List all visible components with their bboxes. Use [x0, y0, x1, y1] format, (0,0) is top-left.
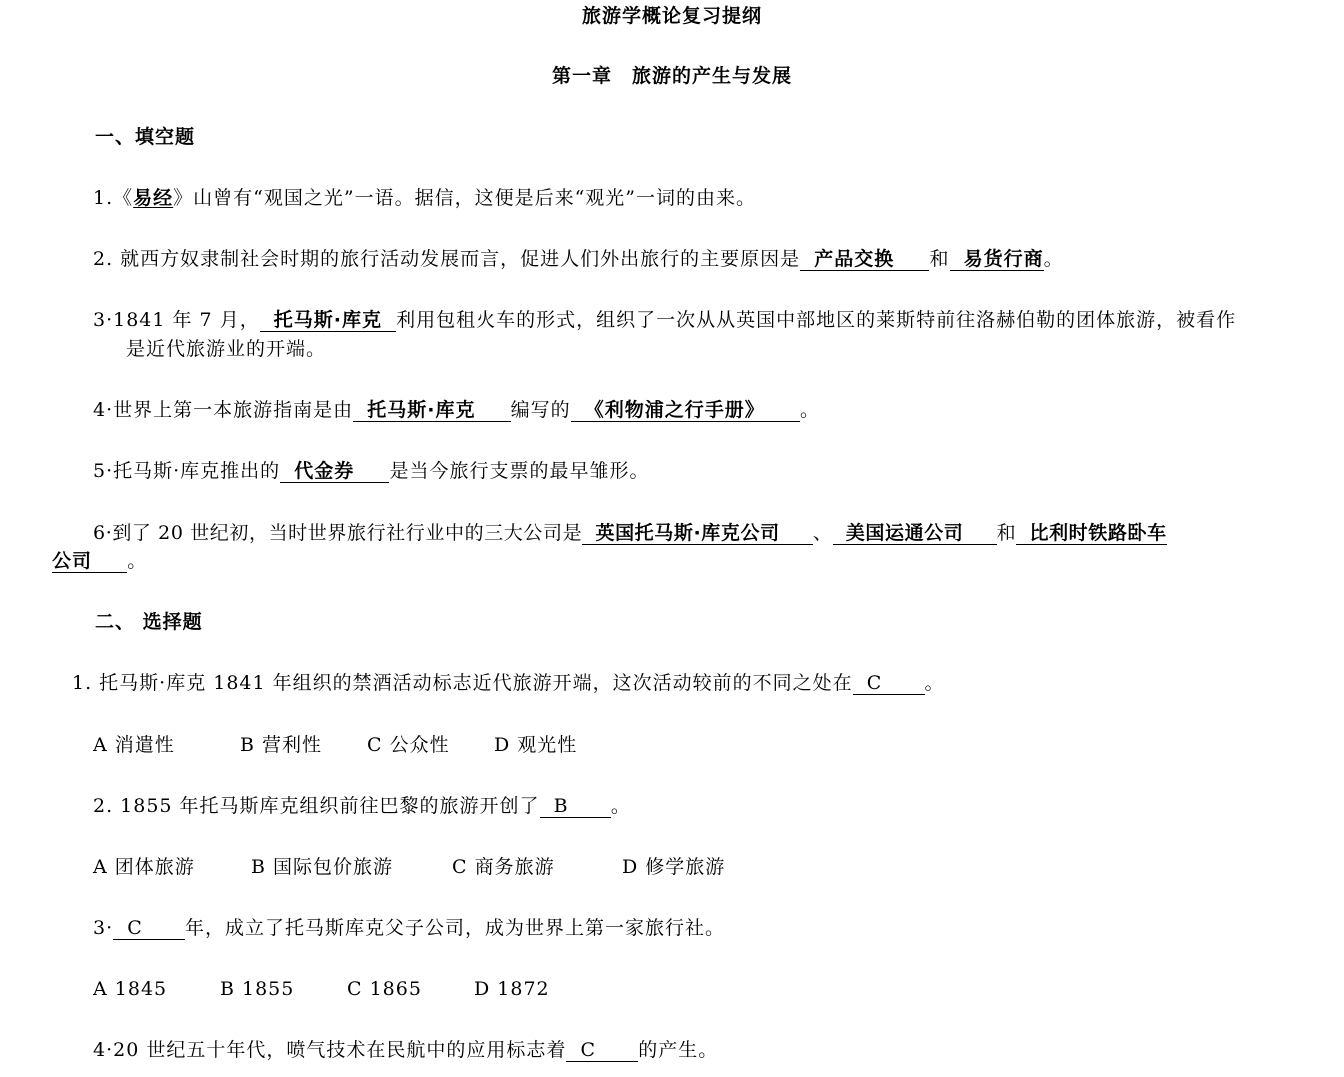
question-text: 1. 托马斯·库克 1841 年组织的禁酒活动标志近代旅游开端，这次活动较前的不同之处在 — [72, 672, 853, 694]
answer-text: C — [127, 917, 143, 939]
answer-text: 美国运通公司 — [845, 522, 964, 544]
option-a: A 1845 — [93, 978, 168, 1000]
answer-text: 《利物浦之行手册》 — [584, 399, 765, 421]
question-text: 。 — [1043, 248, 1064, 270]
option-d: D 观光性 — [494, 734, 578, 756]
option-c: C 公众性 — [367, 734, 450, 756]
answer-text: C — [580, 1039, 596, 1061]
question-text: 2. 就西方奴隶制社会时期的旅行活动发展而言，促进人们外出旅行的主要原因是 — [93, 248, 801, 270]
option-a: A 团体旅游 — [93, 856, 195, 878]
question-text: 2. 1855 年托马斯库克组织前往巴黎的旅游开创了 — [93, 795, 540, 817]
fill-question-1 — [93, 184, 756, 212]
answer-blank — [571, 399, 800, 422]
choice-options-2 — [93, 853, 725, 881]
answer-text: B — [553, 795, 569, 817]
question-text: 编写的 — [510, 399, 571, 421]
answer-blank — [853, 672, 925, 695]
question-text: 3·1841 年 7 月， — [93, 309, 260, 331]
choice-question-2 — [93, 792, 631, 820]
answer-text: 产品交换 — [814, 248, 895, 270]
answer-blank — [260, 309, 396, 332]
question-text: 3· — [93, 917, 114, 939]
answer-text: C — [866, 672, 883, 694]
answer-blank — [582, 522, 813, 545]
choice-question-3 — [93, 914, 725, 942]
answer-text: 代金券 — [294, 460, 355, 482]
section-heading-multiple-choice: 二、 选择题 — [95, 611, 203, 633]
question-text: 6·到了 20 世纪初，当时世界旅行社行业中的三大公司是 — [93, 522, 583, 544]
answer-blank — [540, 795, 611, 818]
question-text: 。 — [610, 795, 631, 817]
question-text: 。 — [924, 672, 945, 694]
option-a: A 消遣性 — [93, 734, 175, 756]
question-text: 、 — [812, 522, 833, 544]
answer-text: 公司 — [52, 550, 93, 572]
question-text: 的产生。 — [638, 1039, 719, 1061]
fill-question-2 — [93, 245, 1064, 273]
fill-question-6 — [93, 519, 1167, 547]
question-text: 》山曾有“观国之光”一语。据信，这便是后来“观光”一词的由来。 — [173, 187, 757, 209]
answer-text: 托马斯·库克 — [367, 399, 476, 421]
option-d: D 修学旅游 — [622, 856, 726, 878]
option-d: D 1872 — [474, 978, 550, 1000]
question-text: 5·托马斯·库克推出的 — [93, 460, 281, 482]
answer-blank — [950, 248, 1044, 271]
chapter-title: 第一章 旅游的产生与发展 — [551, 65, 792, 87]
fill-question-4 — [93, 396, 820, 424]
fill-question-5 — [93, 457, 650, 485]
answer-blank — [353, 399, 511, 422]
question-text: 是当今旅行支票的最早雏形。 — [389, 460, 650, 482]
question-text: 。 — [799, 399, 820, 421]
fill-question-6-continued — [52, 547, 147, 575]
answer-text: 英国托马斯·库克公司 — [595, 522, 780, 544]
option-c: C 商务旅游 — [452, 856, 555, 878]
answer-text: 易货行商 — [963, 248, 1044, 270]
option-b: B 营利性 — [240, 734, 323, 756]
fill-question-3 — [93, 306, 1236, 334]
question-text: 1.《 — [93, 187, 134, 209]
fill-question-3-continued: 是近代旅游业的开端。 — [126, 338, 327, 360]
question-text: 和 — [996, 522, 1017, 544]
answer-text: 托马斯·库克 — [273, 309, 383, 331]
choice-question-1 — [72, 669, 945, 697]
question-text: 。 — [127, 550, 148, 572]
choice-options-1 — [93, 731, 577, 759]
option-b: B 国际包价旅游 — [251, 856, 394, 878]
question-text: 和 — [929, 248, 950, 270]
answer-blank — [833, 522, 997, 545]
answer-blank — [800, 248, 929, 271]
answer-text: 易经 — [133, 187, 174, 209]
answer-blank — [566, 1039, 638, 1062]
choice-question-4 — [93, 1036, 718, 1064]
question-text: 利用包租火车的形式，组织了一次从从英国中部地区的莱斯特前往洛赫伯勒的团体旅游，被看作 — [396, 309, 1237, 331]
section-heading-fill-blank: 一、填空题 — [95, 126, 196, 148]
answer-blank — [113, 917, 185, 940]
question-text: 年，成立了托马斯库克父子公司，成为世界上第一家旅行社。 — [185, 917, 726, 939]
choice-options-3 — [93, 975, 550, 1003]
option-c: C 1865 — [347, 978, 422, 1000]
option-b: B 1855 — [220, 978, 295, 1000]
answer-blank — [280, 460, 389, 483]
answer-blank — [1016, 522, 1166, 545]
question-text: 4·20 世纪五十年代，喷气技术在民航中的应用标志着 — [93, 1039, 567, 1061]
answer-blank — [52, 550, 127, 573]
answer-text: 比利时铁路卧车 — [1029, 522, 1167, 544]
question-text: 4·世界上第一本旅游指南是由 — [93, 399, 354, 421]
document-title: 旅游学概论复习提纲 — [581, 5, 762, 27]
